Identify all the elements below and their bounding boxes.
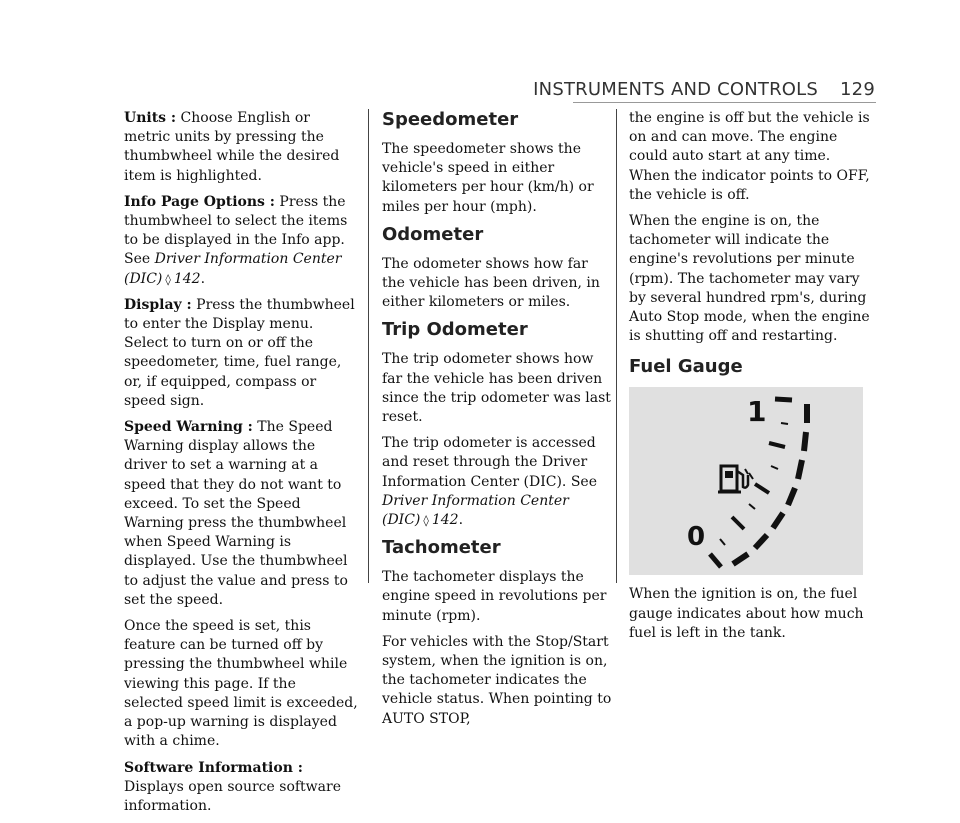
info-end: . bbox=[200, 270, 206, 287]
section-title: INSTRUMENTS AND CONTROLS bbox=[533, 79, 819, 100]
tachometer-paragraph: The tachometer displays the engine speed in revolutions per minute (rpm). bbox=[382, 569, 607, 624]
info-term: Info Page Options : bbox=[124, 193, 275, 210]
page-reference-icon: ◊ bbox=[165, 272, 171, 286]
column-left bbox=[124, 109, 358, 823]
info-page-options-paragraph bbox=[124, 193, 358, 289]
gauge-major-tick bbox=[732, 517, 744, 529]
running-header bbox=[533, 79, 875, 100]
software-term: Software Information : bbox=[124, 759, 303, 776]
speed-warning-paragraph-2: Once the speed is set, this feature can be turned off by pressing the thumbwheel while viewing this page. If the selected speed limit is exceeded, a pop-up warning is displayed with a chime. bbox=[124, 618, 358, 750]
header-rule bbox=[573, 102, 876, 103]
dic-page-ref[interactable]: 142 bbox=[173, 270, 201, 287]
gauge-minor-tick bbox=[749, 504, 755, 509]
trip-dic-link[interactable]: Driver Information Center (DIC) bbox=[382, 492, 569, 529]
gauge-outer-dash bbox=[755, 535, 767, 548]
fuel-gauge-paragraph: When the ignition is on, the fuel gauge indicates about how much fuel is left in the tank. bbox=[629, 586, 864, 641]
odometer-paragraph: The odometer shows how far the vehicle has been driven, in either kilometers or miles. bbox=[382, 255, 600, 311]
gauge-full-label: 1 bbox=[747, 395, 767, 429]
software-info-paragraph bbox=[124, 759, 358, 817]
trip-odometer-paragraph: The trip odometer shows how far the vehicle has been driven since the trip odometer was last reset. bbox=[382, 351, 611, 426]
column-divider-1 bbox=[368, 109, 369, 583]
gauge-full-mark bbox=[775, 399, 792, 400]
trip-odometer-paragraph-2 bbox=[382, 434, 612, 530]
trip-end: . bbox=[458, 512, 464, 529]
units-paragraph bbox=[124, 109, 358, 186]
fuel-gauge-illustration bbox=[629, 387, 863, 575]
page-reference-icon: ◊ bbox=[423, 514, 429, 528]
speed-warning-paragraph bbox=[124, 418, 358, 610]
gauge-major-tick bbox=[755, 484, 769, 493]
gauge-minor-tick bbox=[720, 539, 725, 545]
column-divider-2 bbox=[616, 109, 617, 583]
tachometer-continued-paragraph: the engine is off but the vehicle is on and can move. The engine could auto start at any time. When the indicator points to OFF, the vehicle is off. bbox=[629, 110, 870, 203]
gauge-minor-tick bbox=[781, 423, 788, 424]
display-paragraph bbox=[124, 296, 358, 411]
info-text: Press the thumbwheel to select the items to be displayed in the Info app. See bbox=[124, 193, 348, 268]
gauge-empty-label: 0 bbox=[687, 522, 706, 553]
dic-link[interactable]: Driver Information Center (DIC) bbox=[124, 251, 342, 287]
software-text: Displays open source software information. bbox=[124, 778, 341, 814]
gauge-empty-mark bbox=[710, 554, 721, 567]
gauge-minor-tick bbox=[771, 466, 778, 469]
speed-warning-term: Speed Warning : bbox=[124, 419, 253, 436]
speedometer-paragraph: The speedometer shows the vehicle's speed in either kilometers per hour (km/h) or miles per hour (mph). bbox=[382, 141, 594, 215]
fuel-gauge-heading: Fuel Gauge bbox=[629, 356, 743, 378]
tachometer-paragraph-3: When the engine is on, the tachometer will indicate the engine's revolutions per minute (rpm). The tachometer may vary by several hundred rpm's, during Auto Stop mode, when the engine is shutting off and restarting. bbox=[629, 213, 870, 345]
speedometer-heading: Speedometer bbox=[382, 109, 519, 130]
gauge-outer-dash bbox=[804, 432, 806, 451]
gauge-outer-dash bbox=[798, 460, 802, 479]
speed-warning-text: The Speed Warning display allows the driver to set a warning at a speed that they do not want to exceed. To set the Speed Warning press the thumbwheel when Speed Warning is displayed. Use the thumbwheel to adjust the value and press to set the speed. bbox=[124, 419, 348, 608]
trip-dic-page-ref[interactable]: 142 bbox=[431, 512, 459, 529]
units-text: Choose English or metric units by pressing the thumbwheel while the desired item is highlighted. bbox=[124, 110, 340, 184]
gauge-outer-dash bbox=[773, 513, 783, 528]
gauge-outer-dash bbox=[788, 488, 795, 505]
trip-text-2: The trip odometer is accessed and reset through the Driver Information Center (DIC). See bbox=[382, 435, 597, 490]
odometer-heading: Odometer bbox=[382, 223, 484, 245]
tachometer-paragraph-2: For vehicles with the Stop/Start system, when the ignition is on, the tachometer indicates the vehicle status. When pointing to AUTO STOP, bbox=[382, 633, 612, 727]
units-term: Units : bbox=[124, 110, 177, 126]
fuel-pump-icon bbox=[718, 466, 753, 492]
column-middle bbox=[382, 109, 612, 736]
column-right bbox=[629, 109, 875, 650]
display-term: Display : bbox=[124, 296, 192, 313]
page-number: 129 bbox=[840, 79, 875, 100]
gauge-major-tick bbox=[769, 443, 785, 447]
gauge-outer-dash bbox=[733, 554, 748, 564]
trip-odometer-heading: Trip Odometer bbox=[382, 319, 528, 341]
tachometer-heading: Tachometer bbox=[382, 537, 501, 559]
display-text: Press the thumbwheel to enter the Display menu. Select to turn on or off the speedometer, time, fuel range, or, if equipped, compass or speed sign. bbox=[124, 296, 355, 409]
fuel-gauge-figure bbox=[629, 387, 863, 575]
